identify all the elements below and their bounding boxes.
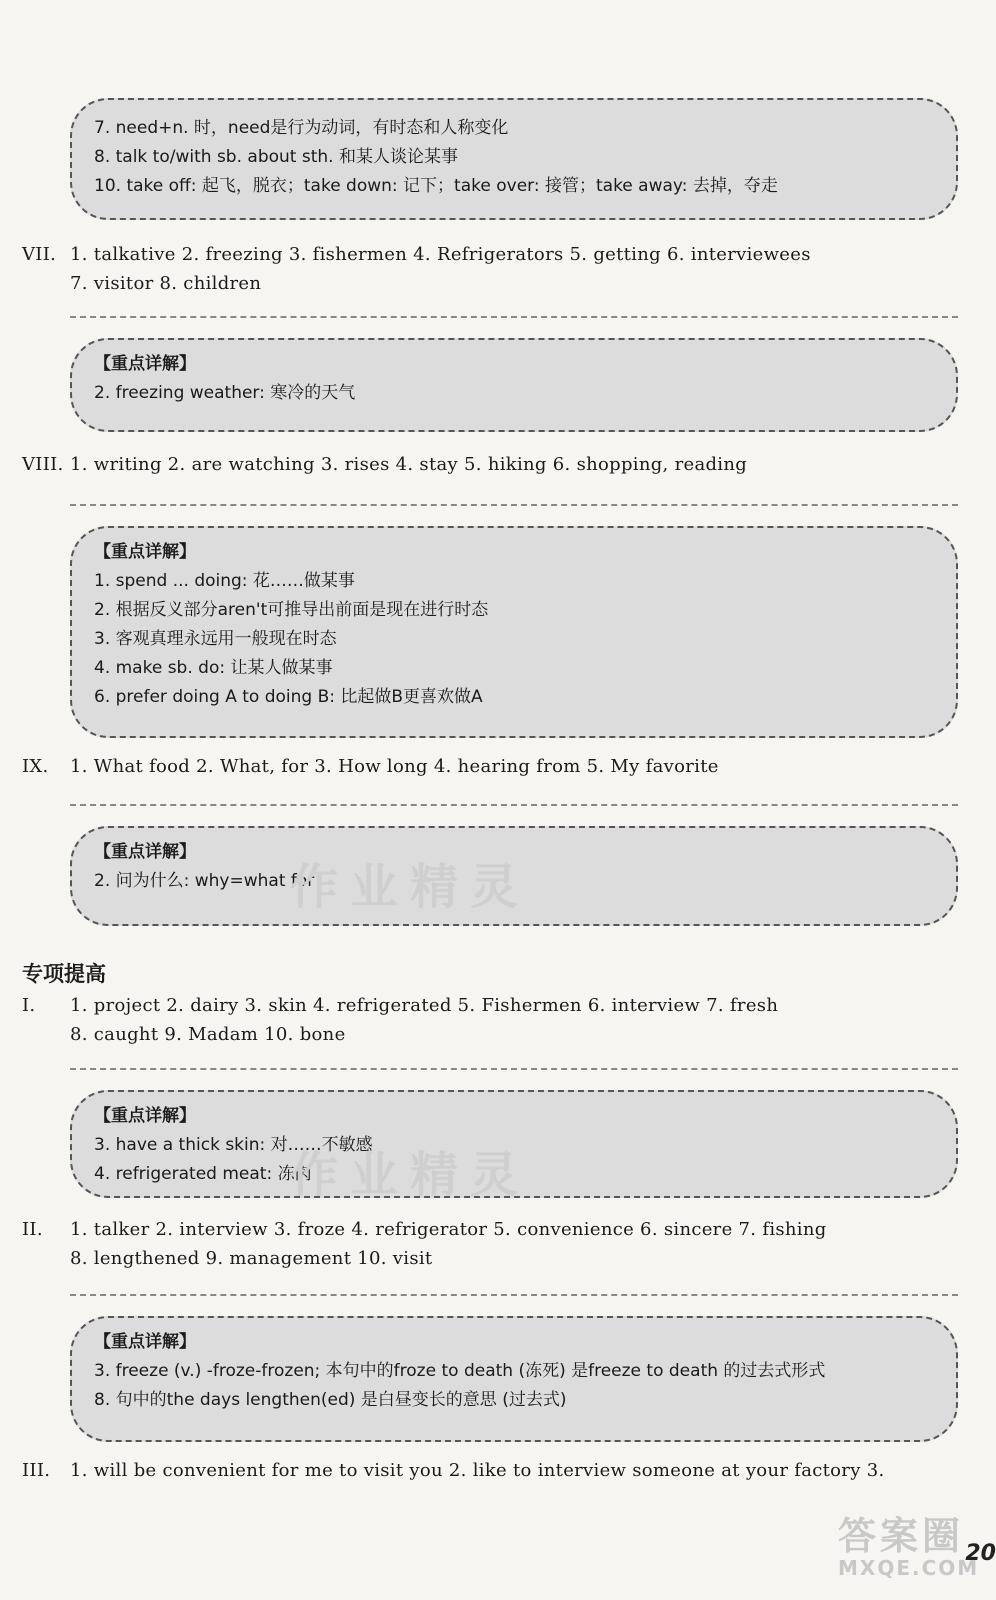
explanation-line: 10. take off: 起飞，脱衣；take down: 记下；take over: 接管；take away: 去掉，夺走 [94, 176, 778, 196]
explanation-line: 3. have a thick skin: 对……不敏感 [94, 1135, 373, 1155]
explanation-box-2 [70, 338, 958, 432]
box-title: 【重点详解】 [94, 1332, 196, 1352]
section-number: IX. [22, 756, 49, 777]
section-ii-answers [22, 1215, 972, 1273]
explanation-line: 2. freezing weather: 寒冷的天气 [94, 383, 356, 403]
watermark-text: 作业精灵 [290, 1147, 531, 1203]
answer-row: 1. What food 2. What, for 3. How long 4. hearing from 5. My favorite [70, 756, 719, 777]
box-title: 【重点详解】 [94, 542, 196, 562]
divider [70, 504, 958, 506]
explanation-line: 1. spend ... doing: 花……做某事 [94, 571, 355, 591]
site-logo [838, 1516, 978, 1586]
box-title: 【重点详解】 [94, 1106, 196, 1126]
answer-row: 7. visitor 8. children [70, 273, 262, 294]
explanation-box-6 [70, 1316, 958, 1442]
box-title: 【重点详解】 [94, 354, 196, 374]
section-iii-answers [22, 1456, 972, 1485]
section-vii-answers [22, 240, 972, 298]
answer-row: 1. talkative 2. freezing 3. fishermen 4. Refrigerators 5. getting 6. interviewees [70, 244, 811, 265]
logo-text: 答案圈 [838, 1514, 965, 1558]
answer-row: 1. writing 2. are watching 3. rises 4. stay 5. hiking 6. shopping, reading [70, 454, 748, 475]
section-ix-answers [22, 752, 972, 781]
divider [70, 1294, 958, 1296]
explanation-line: 2. 根据反义部分aren't可推导出前面是现在进行时态 [94, 600, 489, 620]
answer-row: 8. caught 9. Madam 10. bone [70, 1024, 346, 1045]
answer-row: 8. lengthened 9. management 10. visit [70, 1248, 433, 1269]
explanation-line: 2. 问为什么: why=what for [94, 871, 315, 891]
section-number: VIII. [22, 454, 64, 475]
section-number: I. [22, 995, 36, 1016]
section-number: II. [22, 1219, 43, 1240]
section-heading: 专项提高 [22, 962, 106, 986]
explanation-line: 4. refrigerated meat: 冻肉 [94, 1164, 312, 1184]
explanation-line: 8. 句中的the days lengthen(ed) 是白昼变长的意思 (过去式) [94, 1390, 567, 1410]
section-viii-answers [22, 450, 972, 479]
explanation-line: 7. need+n. 时，need是行为动词，有时态和人称变化 [94, 118, 509, 138]
explanation-box-3 [70, 526, 958, 738]
explanation-line: 3. freeze (v.) -froze-frozen; 本句中的froze to death (冻死) 是freeze to death 的过去式形式 [94, 1361, 826, 1381]
section-number: VII. [22, 244, 57, 265]
page-number: 20 [965, 1541, 996, 1566]
explanation-line: 8. talk to/with sb. about sth. 和某人谈论某事 [94, 147, 458, 167]
box-title: 【重点详解】 [94, 842, 196, 862]
answer-row: 1. will be convenient for me to visit you 2. like to interview someone at your factory 3. [70, 1460, 885, 1481]
explanation-line: 3. 客观真理永远用一般现在时态 [94, 629, 337, 649]
explanation-line: 6. prefer doing A to doing B: 比起做B更喜欢做A [94, 687, 483, 707]
divider [70, 804, 958, 806]
watermark-text: 作业精灵 [290, 859, 531, 915]
logo-url: MXQE.COM [838, 1556, 980, 1580]
answer-row: 1. talker 2. interview 3. froze 4. refrigerator 5. convenience 6. sincere 7. fishing [70, 1219, 827, 1240]
section-i-answers [22, 991, 972, 1049]
divider [70, 1068, 958, 1070]
explanation-box-1 [70, 98, 958, 220]
answer-row: 1. project 2. dairy 3. skin 4. refrigerated 5. Fishermen 6. interview 7. fresh [70, 995, 779, 1016]
explanation-line: 4. make sb. do: 让某人做某事 [94, 658, 333, 678]
section-number: III. [22, 1460, 51, 1481]
divider [70, 316, 958, 318]
